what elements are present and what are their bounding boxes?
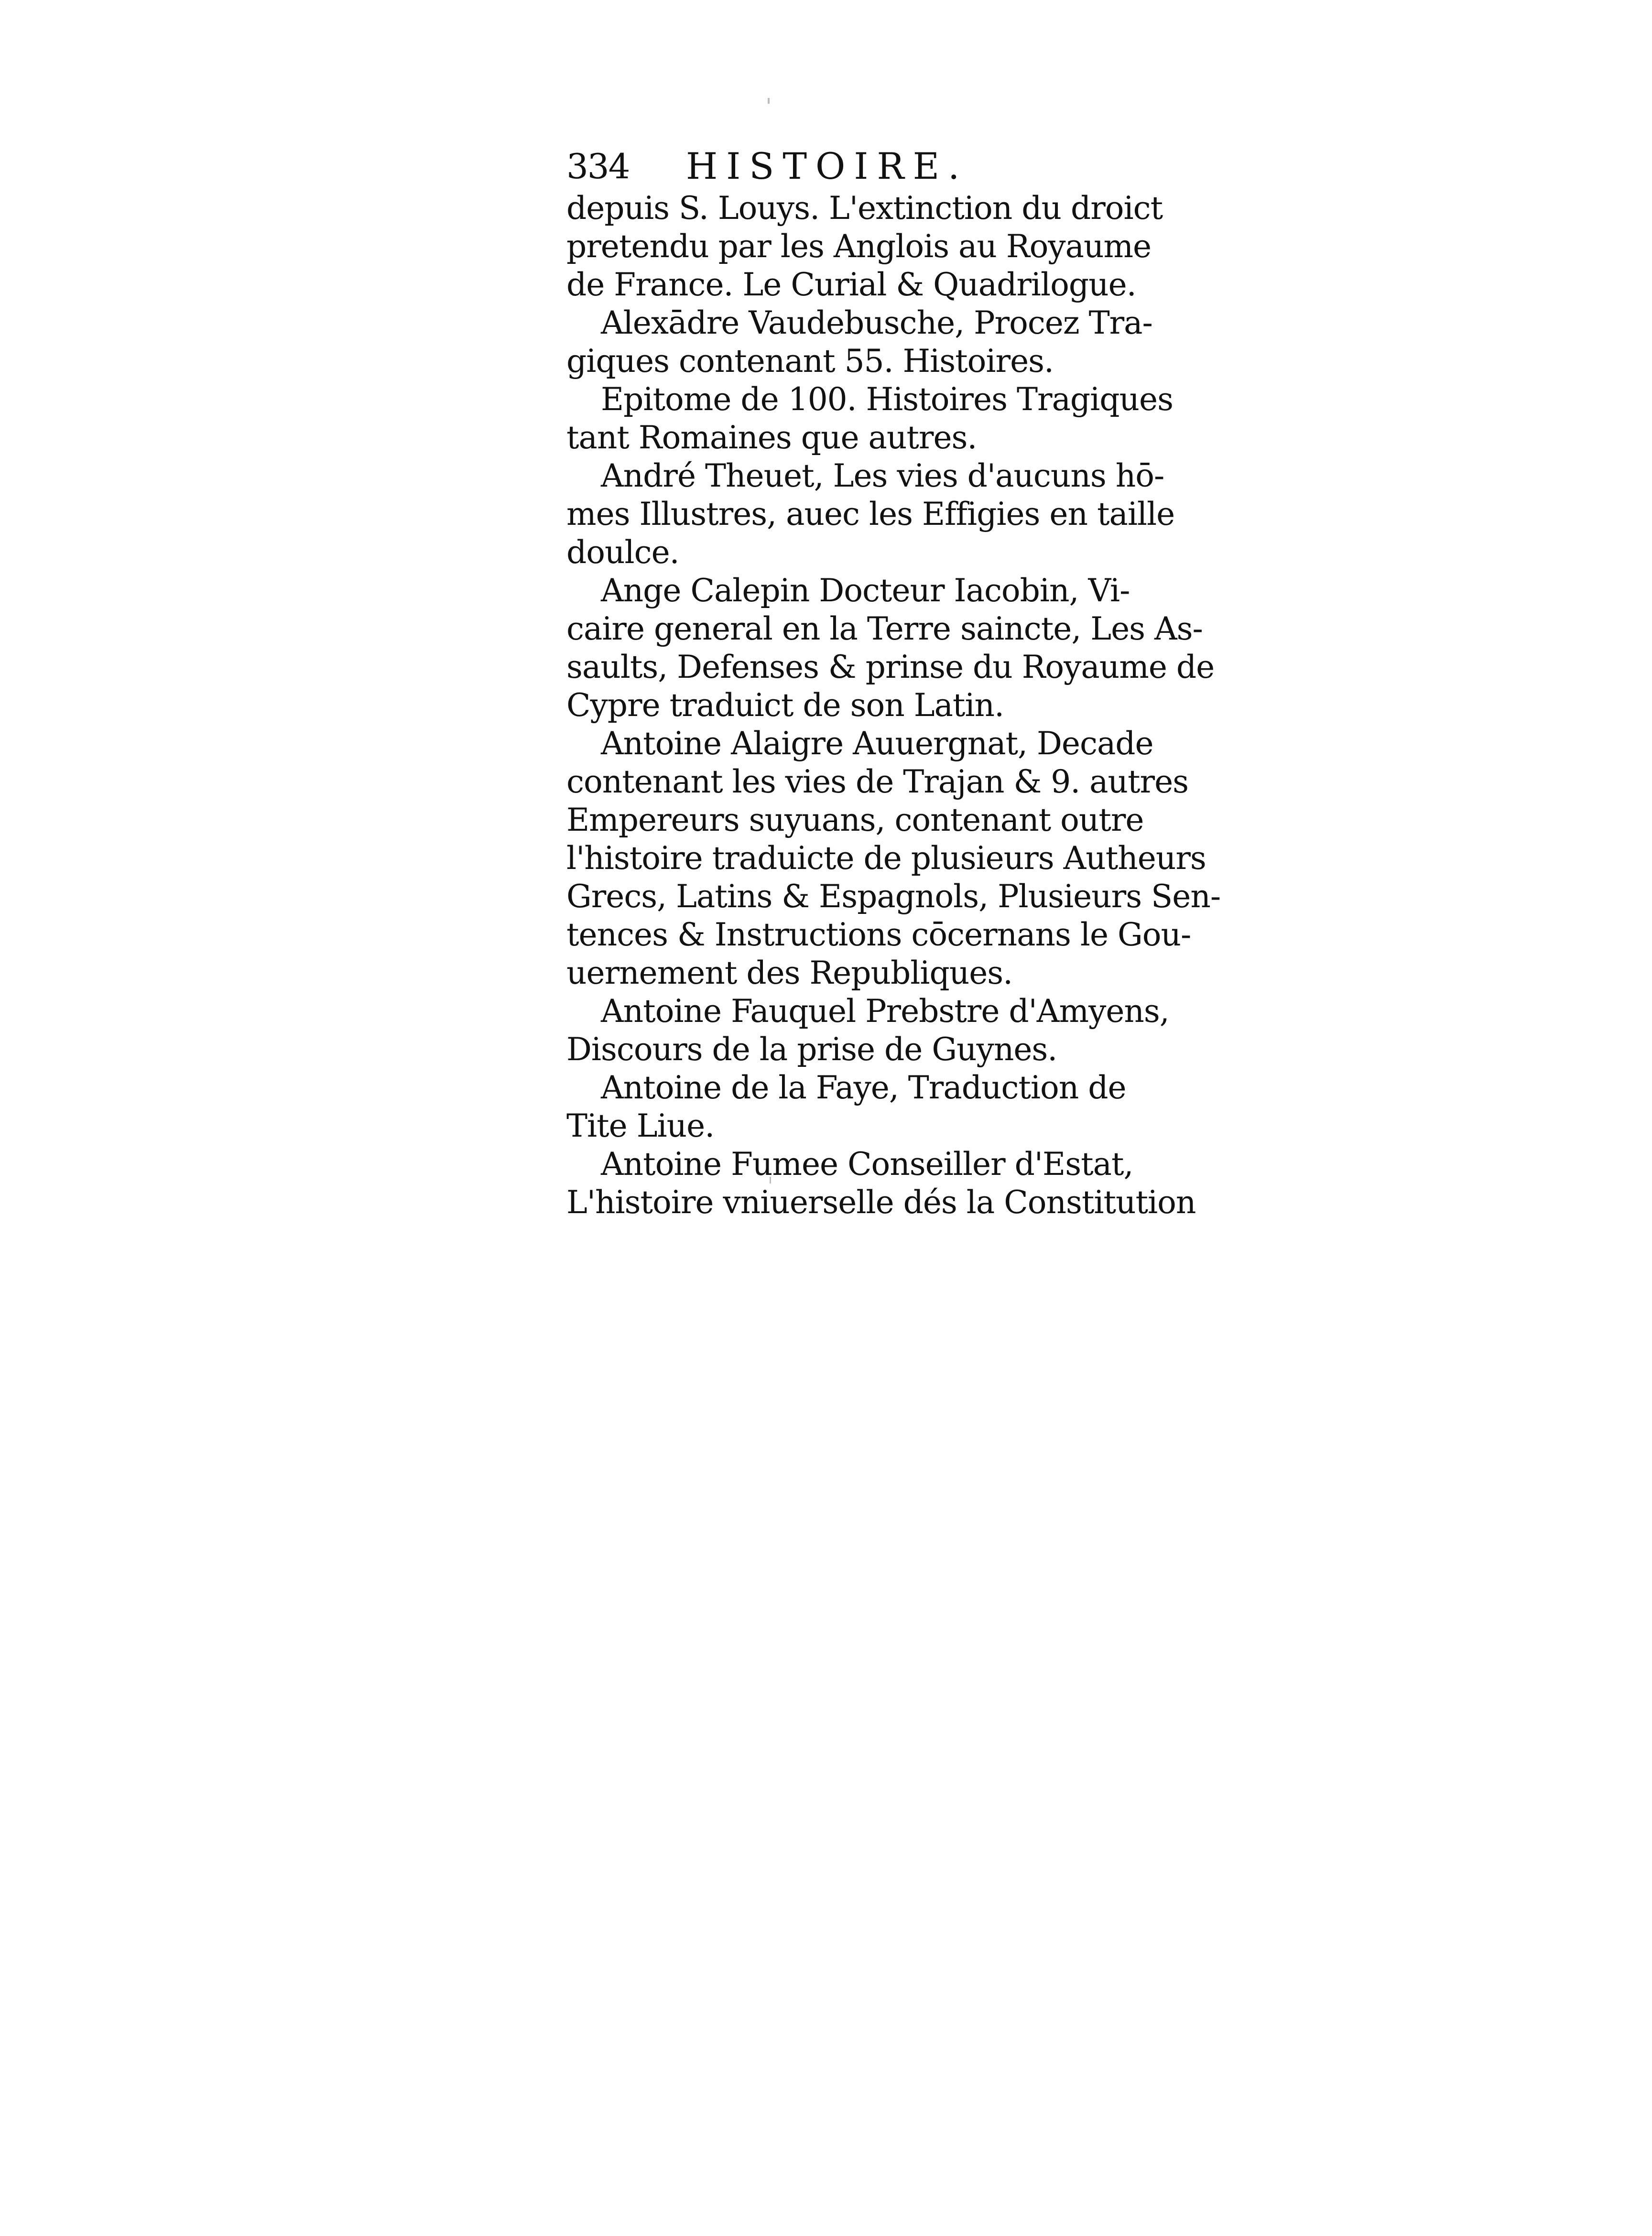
scan-speck xyxy=(768,98,770,104)
entry-line: contenant les vies de Trajan & 9. autres xyxy=(566,763,1189,800)
entry-line: tences & Instructions cōcernans le Gou- xyxy=(566,916,1191,953)
entry-line: Epitome de 100. Histoires Tragiques xyxy=(601,381,1173,418)
entry-line: Discours de la prise de Guynes. xyxy=(566,1031,1057,1068)
entry-line: l'histoire traduicte de plusieurs Autheurs xyxy=(566,840,1206,877)
entry-line: Antoine Fauquel Prebstre d'Amyens, xyxy=(601,993,1169,1030)
bibliography-entry xyxy=(566,189,1163,304)
entry-line: depuis S. Louys. L'extinction du droict xyxy=(566,190,1163,227)
entry-line: Empereurs suyuans, contenant outre xyxy=(566,802,1144,838)
bibliography-entry xyxy=(566,992,1169,1069)
entry-line: uernement des Republiques. xyxy=(566,955,1013,991)
bibliography-list xyxy=(566,189,1221,1222)
entry-line: Cypre traduict de son Latin. xyxy=(566,687,1004,724)
entry-line: L'histoire vniuerselle dés la Constitution xyxy=(566,1184,1196,1221)
bibliography-entry xyxy=(566,1069,1135,1145)
entry-line: Grecs, Latins & Espagnols, Plusieurs Sen- xyxy=(566,878,1221,915)
entry-line: caire general en la Terre saincte, Les As- xyxy=(566,610,1203,647)
entry-line: Tite Liue. xyxy=(566,1107,715,1144)
entry-line: mes Illustres, auec les Effigies en taille xyxy=(566,496,1175,532)
bibliography-entry xyxy=(566,1145,1196,1222)
entry-line: Antoine Fumee Conseiller d'Estat, xyxy=(601,1146,1133,1183)
entry-line: André Theuet, Les vies d'aucuns hō- xyxy=(601,457,1164,494)
entry-line: Antoine de la Faye, Traduction de xyxy=(601,1069,1126,1106)
entry-line: giques contenant 55. Histoires. xyxy=(566,343,1054,380)
entry-line: Ange Calepin Docteur Iacobin, Vi- xyxy=(601,572,1130,609)
bibliography-entry xyxy=(566,380,1173,457)
entry-line: saults, Defenses & prinse du Royaume de xyxy=(566,649,1215,685)
entry-line: tant Romaines que autres. xyxy=(566,419,977,456)
running-head: HISTOIRE. xyxy=(686,145,968,187)
entry-line: doulce. xyxy=(566,534,679,571)
entry-line: Alexādre Vaudebusche, Procez Tra- xyxy=(601,304,1152,341)
entry-line: pretendu par les Anglois au Royaume xyxy=(566,228,1152,265)
bibliography-entry xyxy=(566,457,1175,572)
bibliography-entry xyxy=(566,725,1221,992)
bibliography-entry xyxy=(566,304,1152,380)
entry-line: Antoine Alaigre Auuergnat, Decade xyxy=(601,725,1153,762)
entry-line: de France. Le Curial & Quadrilogue. xyxy=(566,266,1136,303)
bibliography-entry xyxy=(566,572,1215,725)
text-column xyxy=(566,143,1221,1222)
page-header xyxy=(566,143,1135,189)
page-number: 334 xyxy=(566,146,630,186)
